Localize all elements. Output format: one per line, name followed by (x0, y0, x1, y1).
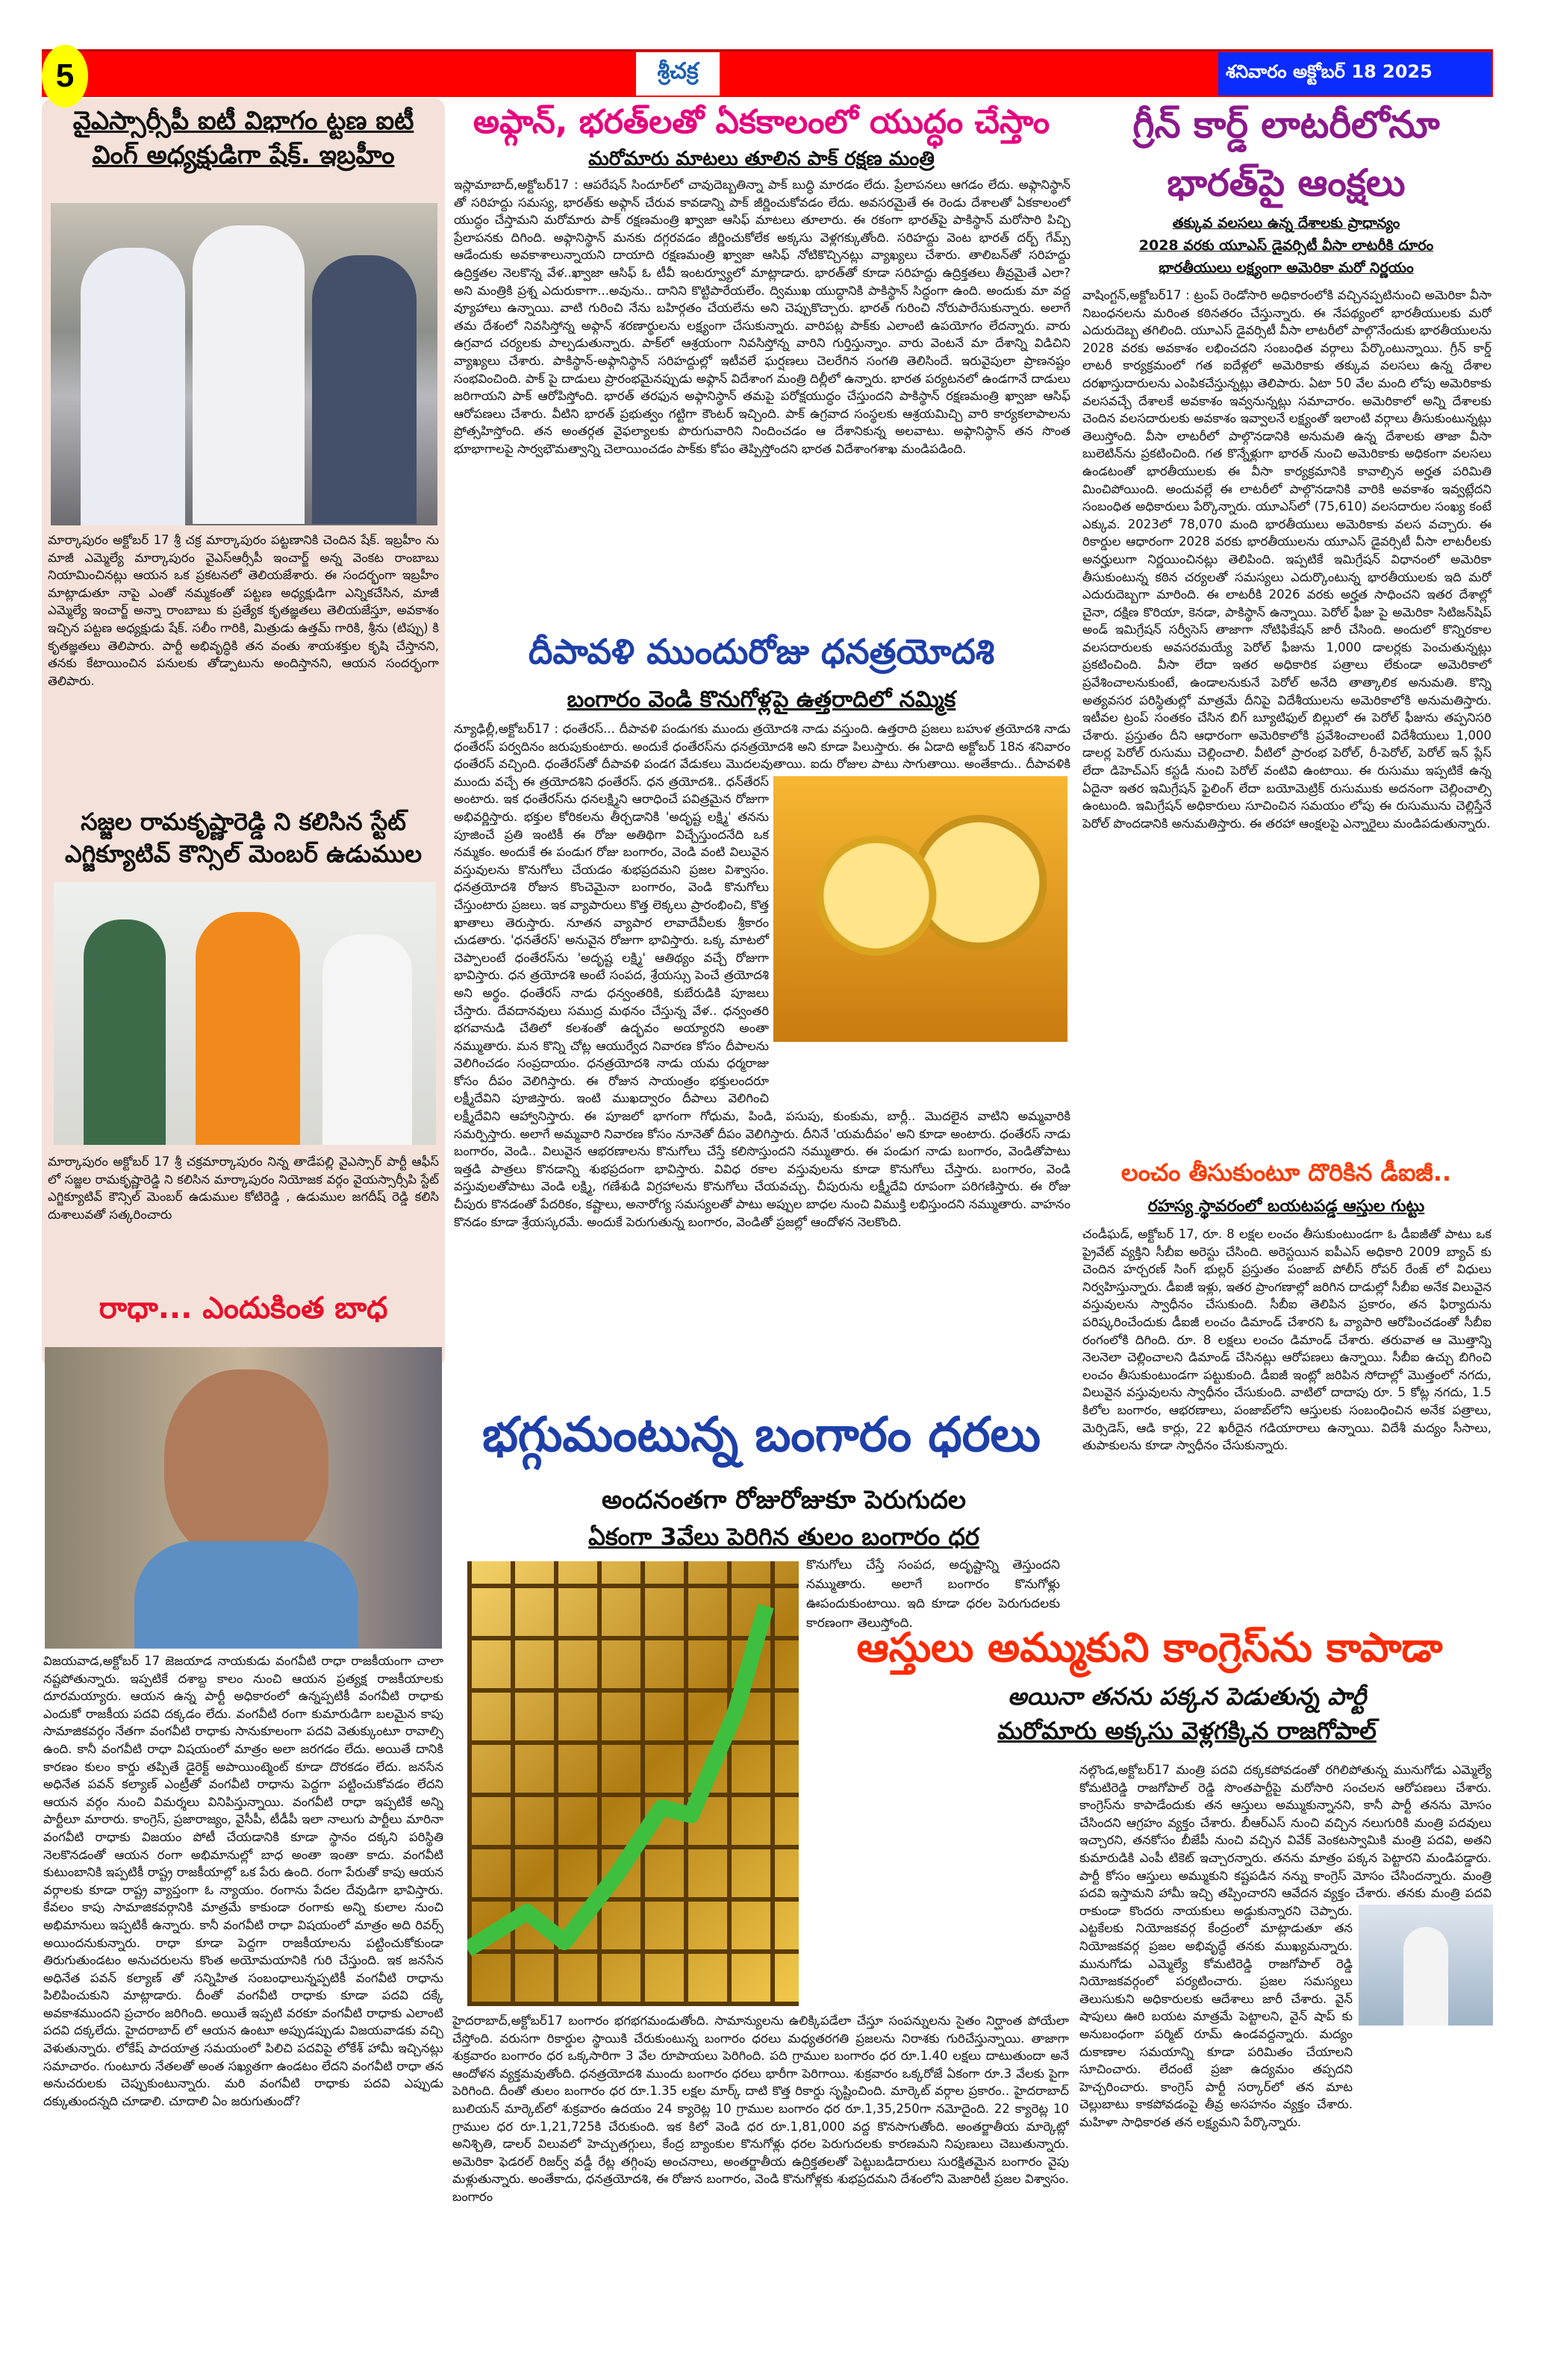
right-story1-headline: గ్రీన్ కార్డ్ లాటరీలోనూ భారత్‌పై ఆంక్షలు (1132, 103, 1440, 204)
middle-story1-headline: అఫ్గాన్, భరత్‌లతో ఏకకాలంలో యుద్ధం చేస్తాం (473, 103, 1050, 141)
left-story3-photo (45, 1347, 442, 1649)
left-story1-body: మార్కాపురం అక్టోబర్ 17 శ్రీ చక్ర మార్కాపురం పట్టణానికి చెందిన షేక్. ఇబ్రహీం ను మాజీ ఎమ్మెల్యే మార్కాపురం వైఎస్ఆర్సీపీ ఇంచార్జ్ అన్న వెంకట రాంబాబు నియామించినట్లు ఆయన ఒక ప్రకటనలో తెలియజేశారు. ఈ సందర్భంగా ఇబ్రహీం మాట్లాడుతూ నాపై ఎంతో నమ్మకంతో పట్టణ అధ్యక్షుడిగా ఎన్నికచేసిన, మాజీ ఎమ్మెల్యే ఇంచార్జ్ అన్నా రాంబాబు కు ప్రత్యేక కృతజ్ఞతలు తెలియజేస్తూ, అవకాశం ఇచ్చిన పట్టణ అధ్యక్షుడు షేక్. సలీం గారికి, మిత్రుడు ఉత్తమ్ గారికి, శ్రీను (టిప్పు) కి కృతజ్ఞతలు తెలిపారు. పార్టీ అభివృద్ధికి తన వంతు శాయశక్తుల కృషి చేస్తానని, తనకు కేటాయించిన పనులకు తోడ్పాటును అందిస్తానని, ఆయన సందర్భంగా తెలిపారు. (48, 533, 439, 688)
page-number-badge: 5 (42, 45, 88, 107)
left-story1-headline: వైఎస్సార్సీపీ ఐటీ విభాగం ట్టణ ఐటీ వింగ్ అధ్యక్షుడిగా షేక్. ఇబ్రహీం (72, 106, 414, 170)
text-wrap-spacer (1353, 2045, 1491, 2172)
right-story1-subheadline-3: భారతీయులు లక్ష్యంగా అమెరికా మరో నిర్ణయం (1159, 260, 1414, 276)
right-story2-subheadline: రహస్య స్థావరంలో బయటపడ్డ ఆస్తుల గుట్టు (1147, 1197, 1425, 1216)
right-story3-subheadline: అయినా తనను పక్కన పెడుతున్న పార్టీ (1007, 1682, 1367, 1711)
left-story1-photo (51, 203, 437, 525)
right-story1-body: వాషింగ్టన్,అక్టోబర్17 : ట్రంప్ రెండోసారి అధికారంలోకి వచ్చినప్పటినుంచి అమెరికా వీసా నిబంధనలను మరింత కఠినతరం చేస్తున్నారు. ఈ నేపథ్యంలో భారతీయులకు మరో ఎదురుదెబ్బ తగిలింది. యూఎస్ డైవర్సిటీ వీసా లాటరీలో పాల్గొనేందుకు భారతీయులను 2028 వరకు అవకాశం లభించదని సంబంధిత వర్గాలు పేర్కొంటున్నాయి. గ్రీన్ కార్డ్ లాటరీ కార్యక్రమంలో గత ఐదేళ్లలో అమెరికాకు తక్కువ వలసలు ఉన్న దేశాల దరఖాస్తుదారులను ఎంపికచేస్తున్నట్లు తెలిపారు. ఏటా 50 వేల మంది లోపు అమెరికాకు వలసవచ్చే దేశాలకే అవకాశం ఇవ్వనున్నట్లు సమాచారం. అమెరికాలో అన్ని దేశాలకు చెందిన వలసదారులకు అవకాశం ఇవ్వాలనే లక్ష్యంతో ఇలాంటి వర్గాలు తీసుకుంటున్నట్లు తెలుస్తోంది. వీసా లాటరీలో పాల్గొనడానికి అనుమతి ఉన్న దేశాలకు తాజా వీసా బులెటిన్‌ను ప్రకటించింది. గత కొన్నేళ్లుగా భారత్ నుంచి అమెరికాకు అధికంగా వలసలు ఉండటంతో భారతీయులకు ఈ వీసా కార్యక్రమానికి కావాల్సిన అర్హత పరిమితి మించిపోయింది. అందువల్లే ఈ లాటరీలో పాల్గొనడానికి వారికి అవకాశం ఇవ్వట్లేదని సంబంధిత అధికారులు పేర్కొన్నారు. యూఎస్‌లో (75,610) వలసదారుల సంఖ్య కంటే ఎక్కువ. 2023లో 78,070 మంది భారతీయులు అమెరికాకు వలస వచ్చారు. ఈ రికార్డుల ఆధారంగా 2028 వరకు భారతీయులను యూఎస్ డైవర్సిటీ వీసా లాటరీలకు అనర్హులుగా నిర్ణయించినట్లు తెలిపింది. ఇప్పటికే ఇమిగ్రేషన్ విధానంలో అమెరికా తీసుకుంటున్న కఠిన చర్యలతో సమస్యలు ఎదుర్కొంటున్న భారతీయులకు ఇది మరో ఎదురుదెబ్బగా మారింది. ఈ లాటరీకి 2026 వరకు అర్హత సాధించని ఇతర దేశాల్లో చైనా, దక్షిణ కొరియా, కెనడా, పాకిస్థాన్ ఉన్నాయి. పెరోల్ ఫీజు పై అమెరికా సిటిజన్‌షిప్ అండ్ ఇమిగ్రేషన్ సర్వీసెస్ తాజాగా నోటిఫికేషన్ జారీ చేసింది. అందులో కొన్నిరకాల వలసదారులకు అవసరమయ్యే పెరోల్ ఫీజును 1,000 డాలర్లకు పెంచుతున్నట్లు ప్రకటించింది. వీసా లేదా ఇతర అధికారిక పత్రాలు లేకుండా అమెరికాలో ప్రవేశించాలనుకుంటే, ఉండాలనుకునే పెరోల్ అనేది తాత్కాలిక అనుమతి. కొన్ని అత్యవసర పరిస్థితుల్లో మాత్రమే దీనిపై విదేశీయులను అమెరికాలోకి అనుమతిస్తారు. ఇటీవల ట్రంప్ సంతకం చేసిన బిగ్ బ్యూటిఫుల్ బిల్లులో ఈ పెరోల్ ఫీజును తప్పనిసరి చేశారు. ప్రస్తుతం దీని ఆధారంగా అమెరికాలోకి ప్రవేశించాలంటే విదేశీయులు 1,000 డాలర్ల పెరోల్ రుసుము చెల్లించాలి. వీటిలో ప్రారంభ పెరోల్, రీ-పెరోల్, పెరోల్ ఇన్ ప్లేస్ లేదా డిహెచ్ఎస్ కస్టడీ నుంచి పెరోల్ వంటివి ఉంటాయి. ఈ రుసుము ఇప్పటికే ఉన్న ఏదైనా ఇతర ఇమిగ్రేషన్ ఫైలింగ్ లేదా బయోమెట్రిక్ రుసుముకు అదనంగా చెల్లించాల్సి ఉంటుంది. ఇమిగ్రేషన్ అధికారులు సూచించిన సమయం లోపు ఈ రుసుమును చెల్లిస్తేనే పెరోల్ పొందడానికి అనుమతిస్తారు. ఈ తరహా ఆంక్షలపై ఎన్నారైలు మండిపడుతున్నారు. (1082, 288, 1491, 831)
left-story3-headline: రాధా... ఎందుకింత బాధ (99, 1291, 388, 1325)
middle-story2-headline: దీపావళి ముందురోజు ధనత్రయోదశి (528, 631, 995, 672)
right-story1-subheadline-1: తక్కువ వలసలు ఉన్న దేశాలకు ప్రాధాన్యం (1172, 215, 1400, 231)
right-story3-subheadline2: మరోమారు అక్కసు వెళ్లగక్కిన రాజగోపాల్ (997, 1717, 1377, 1745)
middle-story3-body: హైదరాబాద్,అక్టోబర్17 బంగారం భగభగమండుతోంది. సామాన్యులను ఉలిక్కిపడేలా చేస్తూ సంపన్నులను సైతం నిర్ఘాంత పోయేలా చేస్తోంది. వరుసగా రికార్డుల స్థాయికి చేరుకుంటున్న బంగారం ధరలు మధ్యతరగతి ప్రజలను నిరాశకు గురిచేస్తున్నాయి. తాజాగా శుక్రవారం బంగారం ధర ఒక్కసారిగా 3 వేల రూపాయలు పెరిగింది. పది గ్రాముల బంగారం ధర రూ.1.40 లక్షలు దాటుతుందా అనే ఆందోళన వ్యక్తమవుతోంది. ధనత్రయోదశి ముందు బంగారం ధరలు భారీగా పెరిగాయి. శుక్రవారం ఒక్కరోజే ఏకంగా రూ.3 వేలకు పైగా పెరిగింది. దీంతో తులం బంగారం ధర రూ.1.35 లక్షల మార్క్ దాటి కొత్త రికార్డు సృష్టించింది. మార్కెట్ వర్గాల ప్రకారం.. హైదరాబాద్ బులియన్ మార్కెట్‌లో శుక్రవారం ఉదయం 24 క్యారెట్ల 10 గ్రాముల బంగారం ధర రూ.1,35,250గా నమోదైంది. 22 క్యారెట్ల 10 గ్రాముల ధర రూ.1,21,725కి చేరుకుంది. ఇక కిలో వెండి ధర రూ.1,81,000 వద్ద కొనసాగుతోంది. అంతర్జాతీయ మార్కెట్లో అనిశ్చితి, డాలర్ విలువలో హెచ్చుతగ్గులు, కేంద్ర బ్యాంకుల కొనుగోళ్లు ధరల పెరుగుదలకు కారణమని నిపుణులు చెబుతున్నారు. అమెరికా ఫెడరల్ రిజర్వ్ వడ్డీ రేట్ల తగ్గింపు అంచనాలు, అంతర్జాతీయ ఉద్రిక్తతలతో పెట్టుబడిదారులు సురక్షితమైన బంగారం వైపు మళ్లుతున్నారు. అంతేకాదు, ధనత్రయోదశి, ఈ రోజున బంగారం, వెండి కొనుగోళ్లకు శుభప్రదమని దేశంలోని మెజారిటీ ప్రజల విశ్వాసం. బంగారం (452, 2014, 1069, 2204)
middle-story3-headline: భగ్గుమంటున్న బంగారం ధరలు (481, 1408, 1041, 1463)
left-story2-body: మార్కాపురం అక్టోబర్ 17 శ్రీ చక్రమార్కాపురం నిన్న తాడేపల్లి వైఎస్సార్ పార్టీ ఆఫీస్ లో సజ్జల రామకృష్ణారెడ్డి ని కలిసిన మార్కాపురం నియోజక వర్గం వైయస్సార్సీపి స్టేట్ ఎగ్జిక్యూటివ్ కౌన్సిల్ మెంబర్ ఉడుముల కోటిరెడ్డి , ఉడుముల జగదీష్ రెడ్డి కలిసి దుశాలువతో సత్కరించారు (48, 1155, 439, 1222)
middle-story1-body: ఇస్లామాబాద్,అక్టోబర్17 : ఆపరేషన్ సిందూర్‌లో చావుదెబ్బతిన్నా పాక్ బుద్ధి మారడం లేదు. ప్రేలాపనలు ఆగడం లేదు. అఫ్గానిస్థాన్ తో సరిహద్దు సమస్య, భారత్‌కు అఫ్గాన్ చేరువ కావడాన్ని పాక్ జీర్ణించుకోవడం లేదు. అవసరమైతే ఈ రెండు దేశాలతో ఏకకాలంలో యుద్ధం చేస్తామని మరోమారు పాక్ రక్షణమంత్రి ఖ్వాజా ఆసిఫ్ మాటలు తూలారు. ఈ రకంగా భారత్‌పై పాకిస్థాన్ మరోసారి పిచ్చి ప్రేలాపనకు దిగింది. అఫ్గానిస్థాన్ మనకు దగ్గరవడం జీర్ణించుకోలేక అక్కసు వెళ్లగక్కుతోంది. సరిహద్దు వెంట భారత్ దర్బ్ గేమ్స్ ఆడేందుకు అవకాశాలున్నాయని దాయాది రక్షణమంత్రి ఖ్వాజా ఆసిఫ్ నోటికొచ్చినట్లు వ్యాఖ్యలు చేశారు. తాలిబన్‌తో సరిహద్దు ఉద్రిక్తతల నెలకొన్న వేళ..ఖ్వాజా ఆసిఫ్ ఓ టీవీ ఇంటర్వ్యూలో మాట్లాడారు. భారత్‌తో కూడా సరిహద్దు ఉద్రిక్తతలు తీవ్రమైతే ఎలా? అని మంత్రికి ప్రశ్న ఎదురుకాగా...అవును.. దానిని కొట్టిపారేయలేం. ద్విముఖ యుద్ధానికి పాకిస్థాన్ సిద్ధంగా ఉంది. అందుకు మా వద్ద వ్యూహాలు ఉన్నాయి. వాటి గురించి నేను బహిర్గతం చేయలేను అని చెప్పుకొచ్చారు. భారత్ గురించి నోరుపారేసుకున్నారు. అలాగే తమ దేశంలో నివసిస్తోన్న అఫ్గాన్ శరణార్థులను లక్ష్యంగా చేసుకున్నారు. వారిపట్ల పాక్‌కు ఎలాంటి ఉపయోగం లేదన్నారు. వారు ఉగ్రవాద చర్యలకు పాల్పడుతున్నారు. పాక్‌లో ఆశ్రయంగా నివసిస్తోన్న వారిని గుర్తిస్తున్నాం. వారు వెంటనే మా దేశాన్ని విడిచిని వ్యాఖ్యలు చేశారు. పాకిస్థాన్-అఫ్గానిస్థాన్ సరిహద్దుల్లో ఇటీవలే ఘర్షణలు చెలరేగిన సంగతి తెలిసిందే. ఇరువైపులా ప్రాణనష్టం సంభవించింది. పాక్ పై దాడులు ప్రారంభమైనప్పుడు అఫ్గాన్ విదేశాంగ మంత్రి దిల్లీలో ఉన్నారు. భారత పర్యటనలో ఉండగానే దాడులు జరిగాయని పాక్ ఆరోపిస్తోంది. భారత్ తరఫున అఫ్గానిస్థాన్ తమపై పరోక్షయుద్ధం చేస్తుందని పాకిస్థాన్ రక్షణమంత్రి ఖ్వాజా ఆసిఫ్ ఆరోపణలు చేశారు. వీటిని భారత్ ప్రభుత్వం గట్టిగా కౌంటర్ ఇచ్చింది. పాక్ ఉగ్రవాద సంస్థలకు ఆశ్రయమిచ్చి వారి కార్యకలాపాలను ప్రోత్సహిస్తోంది. తన అంతర్గత వైఫల్యాలకు పొరుగువారిని నిందించడం ఆ దేశానికున్న అలవాటు. అఫ్గానిస్థాన్ తన సొంత భూభాగాలపై సార్వభౌమత్వాన్ని చెలాయించడం పాక్‌కు కోపం తెప్పిస్తోందని భారత విదేశాంగశాఖ మండిపడింది. (454, 178, 1070, 456)
right-story2-body: చండీఘడ్, అక్టోబర్ 17, రూ. 8 లక్షల లంచం తీసుకుంటుండగా ఓ డీఐజీతో పాటు ఒక ప్రైవేట్ వ్యక్తిని సీబీఐ అరెస్టు చేసింది. అరెస్టయిన ఐపీఎస్ అధికారి 2009 బ్యాచ్ కు చెందిన హర్చరణ్ సింగ్ భుల్లర్ ప్రస్తుతం పంజాబ్ పోలీస్ రోపర్ రేంజ్ లో విధులు నిర్వహిస్తున్నారు. డీఐజీ ఇళ్లు, ఇతర ప్రాంగణాల్లో జరిగిన దాడుల్లో సీబీఐ అనేక విలువైన వస్తువులను స్వాధీనం చేసుకుంది. సీబీఐ తెలిపిన ప్రకారం, తన ఫిర్యాదును పరిష్కరించేందుకు డీఐజీ లంచం డిమాండ్ చేశారని ఓ వ్యాపారి ఆరోపించడంతో సీబీఐ రంగంలోకి దిగింది. రూ. 8 లక్షలు లంచం డిమాండ్ చేశారు. తరువాత ఆ మొత్తాన్ని నెలనెలా చెల్లించాలని డిమాండ్ చేసినట్లు ఆరోపణలు ఉన్నాయి. సీబీఐ ఉచ్చు బిగించి లంచం తీసుకుంటుండగా పట్టుకుంది. డీఐజీ ఇంట్లో జరిపిన సోదాల్లో మొత్తంలో నగదు, విలువైన వస్తువులను స్వాధీనం చేసుకుంది. వాటిలో దాదాపు రూ. 5 కోట్ల నగదు, 1.5 కిలోల బంగారం, ఆభరణాలు, పంజాబ్‌లోని ఆస్తులకు సంబంధించిన అనేక పత్రాలు, మెర్సిడెస్, ఆడి కార్లు, 22 ఖరీదైన గడియారాలు ఉన్నాయి. విదేశీ మద్యం సీసాలు, తుపాకులను కూడా స్వాధీనం చేసుకున్నారు. (1082, 1227, 1491, 1453)
middle-story2-body: న్యూఢిల్లీ,అక్టోబర్17 : ధంతేరస్... దీపావళి పండుగకు ముందు త్రయోదశి నాడు వస్తుంది. ఉత్తరాది ప్రజలు బహుళ త్రయోదశి నాడు ధంతేరస్ పర్వదినం జరుపుకుంటారు. అందుకే ధంతేరస్‌ను ధనత్రయోదశి అని కూడా పిలుస్తారు. ఈ ఏడాది అక్టోబర్ 18న శనివారం ధంతేరస్ వచ్చింది. ధంతేరస్‌తో దీపావళి పండగ వేడుకలు మొదలవుతాయి. ఐదు రోజుల పాటు సాగుతాయి. అంతేకాదు.. దీపావళికి ముందు వచ్చే ఈ త్రయోదశిని ధంతేరస్. ధన త్రయోదశి.. ధన్‌తేరస్ అంటారు. ఇక ధంతేరస్‌ను ధనలక్ష్మిని ఆరాధించే పవిత్రమైన రోజుగా అభివర్ణిస్తారు. భక్తుల కోరికలను తీర్చడానికి 'అదృష్ట లక్ష్మి' తనను పూజించే ప్రతి ఇంటికీ ఈ రోజు అతిథిగా విచ్చేస్తుందనేది ఒక నమ్మకం. అందుకే ఈ పండుగ రోజు బంగారం, వెండి వంటి విలువైన వస్తువులను కొనుగోలు చేయడం శుభప్రదమని ప్రజల విశ్వాసం. ధనత్రయోదశి రోజున కొంచెమైనా బంగారం, వెండి కొనుగోలు చేస్తుంటారు ప్రజలు. ఇక వ్యాపారులు కొత్త లెక్కలు ప్రారంభించి, కొత్త ఖాతాలు తెరుస్తారు. నూతన వ్యాపార లావాదేవీలకు శ్రీకారం చుడతారు. 'ధనతేరస్' అనువైన రోజుగా భావిస్తారు. ఒక్క మాటలో చెప్పాలంటే ధంతేరస్‌ను 'అదృష్ట లక్ష్మి' ఆతిథ్యం వచ్చే రోజుగా భావిస్తారు. ధన త్రయోదశి అంటే సంపద, శ్రేయస్సు పెంచే త్రయోదశి అని అర్థం. ధంతేరస్ నాడు ధన్వంతరికి, కుబేరుడికి పూజలు చేస్తారు. దేవదానవులు సముద్ర మథనం చేస్తున్న వేళ.. ధన్వంతరి భగవానుడి చేతిలో కలశంతో ఉద్భవం అయ్యారని అంతా నమ్ముతారు. మన కొన్ని చోట్ల ఆయుర్వేద నివారణ కోసం దీపాలను వెలిగించడం సంప్రదాయం. ధనత్రయోదశి నాడు యమ ధర్మరాజు కోసం దీపం వెలిగిస్తారు. ఈ రోజున సాయంత్రం భక్తులందరూ లక్ష్మీదేవిని పూజిస్తారు. ఇంటి ముఖద్వారం దీపాలు వెలిగించి లక్ష్మీదేవిని ఆహ్వానిస్తారు. ఈ పూజలో భాగంగా గోధుమ, పిండి, పసుపు, కుంకుమ, బార్లీ.. మొదలైన వాటిని అమ్మవారికి సమర్పిస్తారు. అలాగే అమ్మవారి నివారణ కోసం నూనెతో దీపం వెలిగిస్తారు. దీనినే 'యమదీపం' అని కూడా అంటారు. ధంతేరస్ నాడు బంగారం, వెండి.. విలువైన ఆభరణాలను కొనుగోలు చేస్తే కలిసొస్తుందని నమ్ముతారు. ఈ పండుగ నాడు బంగారం, వెండితోపాటు ఇత్తడి పాత్రలు కొనడాన్ని శుభప్రదంగా భావిస్తారు. వివిధ రకాల వస్తువులను కూడా కొనుగోలు చేస్తారు. బంగారం, వెండి వస్తువులతోపాటు వెండి లక్ష్మి, గణేశుడి విగ్రహాలను కొనుగోలు చేయవచ్చు. చీపురును లక్ష్మీదేవి రూపంగా పరిగణిస్తారు. ఈ రోజు చీపురు కొనడంతో పేదరికం, కష్టాలు, అనారోగ్య సమస్యలతో పాటు అప్పుల బాధల నుంచి విముక్తి లభిస్తుందని నమ్ముతారు. వాహనం కొనడం కూడా శ్రేయస్కరమే. అందుకే పెరుగుతున్న బంగారం, వెండితో ప్రజల్లో ఆందోళన నెలకొంది. (454, 722, 1070, 1229)
right-story2-headline: లంచం తీసుకుంటూ దొరికిన డీఐజీ.. (1120, 1158, 1452, 1187)
text-wrap-spacer (769, 831, 1070, 1099)
middle-story3-subheadline: అందనంతగా రోజురోజుకూ పెరుగుదల (602, 1485, 966, 1515)
issue-date: శనివారం అక్టోబర్ 18 2025 (1218, 52, 1491, 96)
right-story3-headline: ఆస్తులు అమ్ముకుని కాంగ్రెస్‌ను కాపాడా (856, 1624, 1443, 1671)
middle-story3-side-body: కొనుగోలు చేస్తే సంపద, అదృష్టాన్ని తెస్తుందని నమ్ముతారు. అలాగే బంగారం కొనుగోళ్లు ఊపందుకుంటాయి. ఇది కూడా ధరల పెరుగుదలకు కారణంగా తెలుస్తోంది. (806, 1558, 1060, 1631)
middle-story1-subheadline: మరోమారు మాటలు తూలిన పాక్ రక్షణ మంత్రి (588, 148, 935, 170)
left-story2-photo (54, 882, 436, 1145)
left-story3-body: విజయవాడ,అక్టోబర్ 17 జెజయాడ నాయకుడు వంగవీటి రాధా రాజకీయంగా చాలా నష్టపోతున్నారు. ఇప్పటికే దశాబ్ద కాలం నుంచి ఆయన ప్రత్యక్ష రాజకీయాలకు దూరమయ్యారు. ఆయన ఉన్న పార్టీ అధికారంలో ఉన్నప్పటికీ వంగవీటి రాధాకు ఎందుకో రాజకీయ పదవి దక్కడం లేదు. వంగవీటి రంగా కుమారుడిగా బలమైన కాపు సామాజికవర్గం నేతగా వంగవీటి రాధాకు సానుకూలంగా పదవి వెతుక్కుంటూ రావాల్సి ఉంది. కానీ వంగవీటి రాధా విషయంలో మాత్రం అలా జరగడం లేదు. అయితే దానికి కారణం కులం కార్డు తప్పితే డైరెక్ట్ అపాయింట్మెంట్ కూడా దొరకడం లేదు. జనసేన అధినేత పవన్ కల్యాణ్ ఎంట్రీతో వంగవీటి రాధాను పెద్దగా పట్టించుకోవడం లేదని ఆయన వర్గం నుంచి విమర్శలు వినిపిస్తున్నాయి. వంగవీటి రాధా ఇప్పటికే అన్ని పార్టీలూ మారారు. కాంగ్రెస్, ప్రజారాజ్యం, వైసీపీ, టీడీపీ ఇలా నాలుగు పార్టీలు మారినా వంగవీటి రాధాకు విజయం పోటీ చేయడానికి కూడా స్థానం దక్కని పరిస్థితి నెలకొనడంతో ఆయన రంగా అభిమానుల్లో బాధ అంతా ఇంతా కాదు. వంగవీటి కుటుంబానికి ఇప్పటికీ రాష్ట్ర రాజకీయాల్లో ఒక పేరు ఉంది. రంగా పేరుతో కాపు ఆయన వర్గాలకు కూడా రాష్ట్ర వ్యాప్తంగా ఓ న్యాయం. రంగాను పేదల దేవుడిగా భావిస్తారు. కేవలం కాపు సామాజికవర్గానికి మాత్రమే కాకుండా రంగాకు అన్ని కులాల నుంచి అభిమానులు ఇప్పటికీ ఉన్నారు. కానీ వంగవీటి రాధా విషయంలో మాత్రం అది రివర్స్ అయిందనుకున్నారు. రాధా కూడా పెద్దగా రాజకీయాలను పట్టించుకోకుండా తిరుగుతుండటం అనుచరులను కొంత అయోమయానికి గురి చేస్తుంది. ఇక జనసేన అధినేత పవన్ కల్యాణ్ తో సన్నిహిత సంబంధాలున్నప్పటికీ వంగవీటి రాధాను పిలిపించుకుని మాట్లాడారు. దీంతో వంగవీటి రాధాకు కూడా పదవి దక్కే అవకాశముందని ప్రచారం జరిగింది. అయితే ఇప్పటి వరకూ వంగవీటి రాధాకు ఎలాంటి పదవి దక్కలేదు. హైదరాబాద్ లో ఆయన ఉంటూ అప్పుడప్పుడు విజయవాడకు వచ్చి వెళుతున్నారు. లోకేష్ పాదయాత్ర సమయంలో పిలిచి పదవిపై లోకేశ్ హామీ ఇచ్చినట్లు సమాచారం. గుంటూరు నేతలతో అంత సఖ్యతగా ఉండటం లేదని వంగవీటి రాధా తన అనుచరులకు చెప్పుకుంటున్నారు. మరి వంగవీటి రాధాకు పదవి ఎప్పుడు దక్కుతుందన్నది చూడాలి. చూదాలి ఏం జరుగుతుందో? (43, 1654, 443, 2108)
right-story3-body: నల్గొండ,అక్టోబర్17 మంత్రి పదవి దక్కకపోవడంతో రగిలిపోతున్న మునుగోడు ఎమ్మెల్యే కోమటిరెడ్డి రాజగోపాల్ రెడ్డి సొంతపార్టీపై మరోసారి సంచలన ఆరోపణలు చేశారు. కాంగ్రెస్‌ను కాపాడేందుకు తన ఆస్తులు అమ్ముకున్నానని, కానీ పార్టీ తనను మోసం చేసిందని ఆగ్రహం వ్యక్తం చేశారు. బీఆర్ఎస్ నుంచి వచ్చిన నలుగురికి మంత్రి పదవులు ఇచ్చారని, తనకోసం బీజేపీ నుంచి వచ్చిన వివేక్ వెంకటస్వామికి మంత్రి పదవి, అతని కుమారుడికి ఎంపీ టికెట్ ఇచ్చారన్నారు. తనను మాత్రం పక్కన పెట్టారని మండిపడ్డారు. పార్టీ కోసం ఆస్తులు అమ్ముకుని కష్టపడిన నన్ను కాంగ్రెస్ మోసం చేసిందన్నారు. మంత్రి పదవి ఇస్తామని హామీ ఇచ్చి తప్పించారని ఆవేదన వ్యక్తం చేశారు. తనకు మంత్రి పదవి రాకుండా కొందరు నాయకులు అడ్డుకున్నారని చెప్పారు. ఎట్టకేలకు నియోజకవర్గ కేంద్రంలో మాట్లాడుతూ తన నియోజకవర్గ ప్రజల అభివృద్ధే తనకు ముఖ్యమన్నారు. మునుగోడు ఎమ్మెల్యే కోమటిరెడ్డి రాజగోపాల్ రెడ్డి నియోజకవర్గంలో పర్యటించారు. ప్రజల సమస్యలు తెలుసుకుని అధికారులకు ఆదేశాలు జారీ చేశారు. వైన్ షాపులు ఊరి బయట మాత్రమే పెట్టాలని, వైన్ షాప్ కు అనుబంధంగా పర్మిట్ రూమ్ ఉండవద్దన్నారు. మద్యం దుకాణాల సమయాన్ని కూడా పరిమితం చేయాలని సూచించారు. లేదంటే ప్రజా ఉద్యమం తప్పదని హెచ్చరించారు. కాంగ్రెస్ పార్టీ సర్కార్‌లో తన మాట చెల్లుబాటు కాకపోవడంపై తీవ్ర అసహనం వ్యక్తం చేశారు. మహిళా సాధికారత తన లక్ష్యమని పేర్కొన్నారు. (1079, 1761, 1491, 2329)
right-story1-subheadline-2: 2028 వరకు యూఎస్ డైవర్సిటీ వీసా లాటరీకి దూరం (1138, 237, 1434, 254)
middle-story2-subheadline: బంగారం వెండి కొనుగోళ్లపై ఉత్తరాదిలో నమ్మిక (567, 687, 956, 713)
middle-story3-subheadline2: ఏకంగా 3వేలు పెరిగిన తులం బంగారం ధర (588, 1522, 979, 1551)
left-story2-headline: సజ్జల రామకృష్ణారెడ్డి ని కలిసిన స్టేట్ ఎగ్జిక్యూటివ్ కౌన్సిల్ మెంబర్ ఉడుముల (64, 808, 423, 869)
gold-bars-chart-image (467, 1561, 799, 2006)
newspaper-logo: శ్రీచక్ర (636, 52, 720, 96)
